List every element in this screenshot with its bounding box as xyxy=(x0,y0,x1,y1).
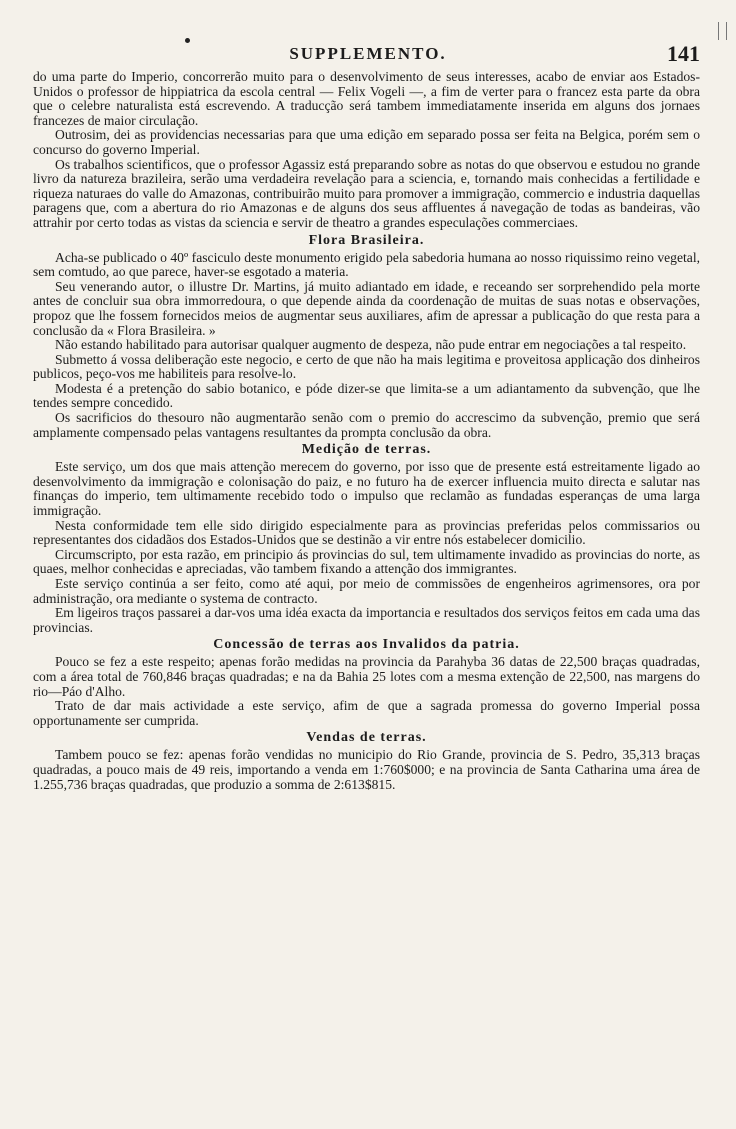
paragraph: Em ligeiros traços passarei a dar-vos uma idéa exacta da importancia e resultados dos serviços feitos em cada uma das provincias. xyxy=(33,605,700,635)
paragraph: Circumscripto, por esta razão, em principio ás provincias do sul, tem ultimamente invadido as provincias do norte, as quaes, melhor conhecidas e apreciadas, vão tambem fixando a attenção dos immigrantes. xyxy=(33,546,700,577)
page-number: 141 xyxy=(667,41,700,66)
section-heading: Flora Brasileira. xyxy=(308,232,425,248)
paragraph: Submetto á vossa deliberação este negocio, e certo de que não ha mais legitima e proveitosa applicação dos dinheiros publicos, peço-vos me habiliteis para resolve-lo. xyxy=(33,351,700,382)
paragraph: Tambem pouco se fez: apenas forão vendidas no municipio do Rio Grande, provincia de S. Pedro, 35,313 braças quadradas, a pouco mais de 49 reis, importando a venda em 1:760$000; e na provincia de Santa Catharina uma área de 1.255,736 braças quadradas, que produzio a somma de 2:613$815. xyxy=(33,747,700,792)
paragraph: Nesta conformidade tem elle sido dirigido especialmente para as provincias preferidas pelos commissarios ou representantes dos cidadãos dos Estados-Unidos que se destinão a vir entre nós estabelecer domicilio. xyxy=(33,517,700,548)
paragraph: do uma parte do Imperio, concorrerão muito para o desenvolvimento de seus interesses, acabo de enviar aos Estados-Unidos o professor de hippiatrica da escola central — Felix Vogeli —, a fim de verter para o francez esta parte da obra que o celebre naturalista está escrevendo. A traducção será tambem immediatamente inserida em alguns dos jornaes francezes de maior circulação. xyxy=(33,69,700,128)
ink-dot xyxy=(185,38,190,43)
paragraph: Os sacrificios do thesouro não augmentarão senão com o premio do accrescimo da subvenção, premio que será amplamente compensado pelas vantagens resultantes da prompta conclusão da obra. xyxy=(33,410,700,440)
edge-mark xyxy=(726,22,727,40)
paragraph: Este serviço continúa a ser feito, como até aqui, por meio de commissões de engenheiros agrimensores, ora por administração, ora mediante o systema de contracto. xyxy=(33,576,700,606)
paragraph: Trato de dar mais actividade a este serviço, afim de que a sagrada promessa do governo Imperial possa opportunamente ser cumprida. xyxy=(33,698,700,728)
paragraph: Este serviço, um dos que mais attenção merecem do governo, por isso que de presente está estreitamente ligado ao desenvolvimento da immigração e colonisação do paiz, e no futuro ha de exercer influencia muito directa e salutar nas finanças do imperio, tem ultimamente recebido todo o impulso que reclamão as fundadas esperanças de uma larga immigração. xyxy=(33,459,700,519)
running-title: SUPPLEMENTO. xyxy=(289,44,447,63)
paragraph: Modesta é a pretenção do sabio botanico, e póde dizer-se que limita-se a um adiantamento da subvenção, que lhe tendes sempre concedido. xyxy=(33,380,700,411)
paragraph: Os trabalhos scientificos, que o professor Agassiz está preparando sobre as notas do que observou e estudou no grande livro da natureza brazileira, serão uma verdadeira revelação para a sciencia, e, tornando mais conhecidas a fertilidade e riqueza naturaes do valle do Amazonas, contribuirão muito para promover a immigração, commercio e industria daquellas paragens que, com a abertura do rio Amazonas e de alguns dos seus affluentes á navegação de todas as bandeiras, vão attrahir por certo todas as vistas da sciencia e servir de theatro a grandes especulações commerciaes. xyxy=(33,156,700,230)
paragraph: Outrosim, dei as providencias necessarias para que uma edição em separado possa ser feita na Belgica, porém sem o concurso do governo Imperial. xyxy=(33,127,700,157)
page-header xyxy=(30,41,706,68)
section-heading: Medição de terras. xyxy=(301,442,432,458)
section-heading: Vendas de terras. xyxy=(306,730,427,746)
edge-mark xyxy=(718,22,719,40)
body-text xyxy=(33,70,700,792)
paragraph: Pouco se fez a este respeito; apenas forão medidas na provincia da Parahyba 36 datas de 22,500 braças quadradas, com a área total de 760,846 braças quadradas; e na da Bahia 25 lotes com a mesma extenção de 22,500, nas margens do rio—Páo d'Alho. xyxy=(33,654,700,699)
paragraph: Acha-se publicado o 40º fasciculo deste monumento erigido pela sabedoria humana ao nosso riquissimo reino vegetal, sem comtudo, ao que parece, haver-se esgotado a materia. xyxy=(33,249,700,280)
paragraph: Seu venerando autor, o illustre Dr. Martins, já muito adiantado em idade, e receando ser sorprehendido pela morte antes de concluir sua obra immorredoura, o que depende ainda da coordenação de muitas de suas notas e observações, propoz que lhe fossem fornecidos meios de augmentar seus auxiliares, afim de apressar a publicação do que resta para a conclusão da « Flora Brasileira. » xyxy=(33,278,700,338)
paragraph: Não estando habilitado para autorisar qualquer augmento de despeza, não pude entrar em negociações a tal respeito. xyxy=(55,337,687,353)
section-heading: Concessão de terras aos Invalidos da patria. xyxy=(213,637,520,653)
